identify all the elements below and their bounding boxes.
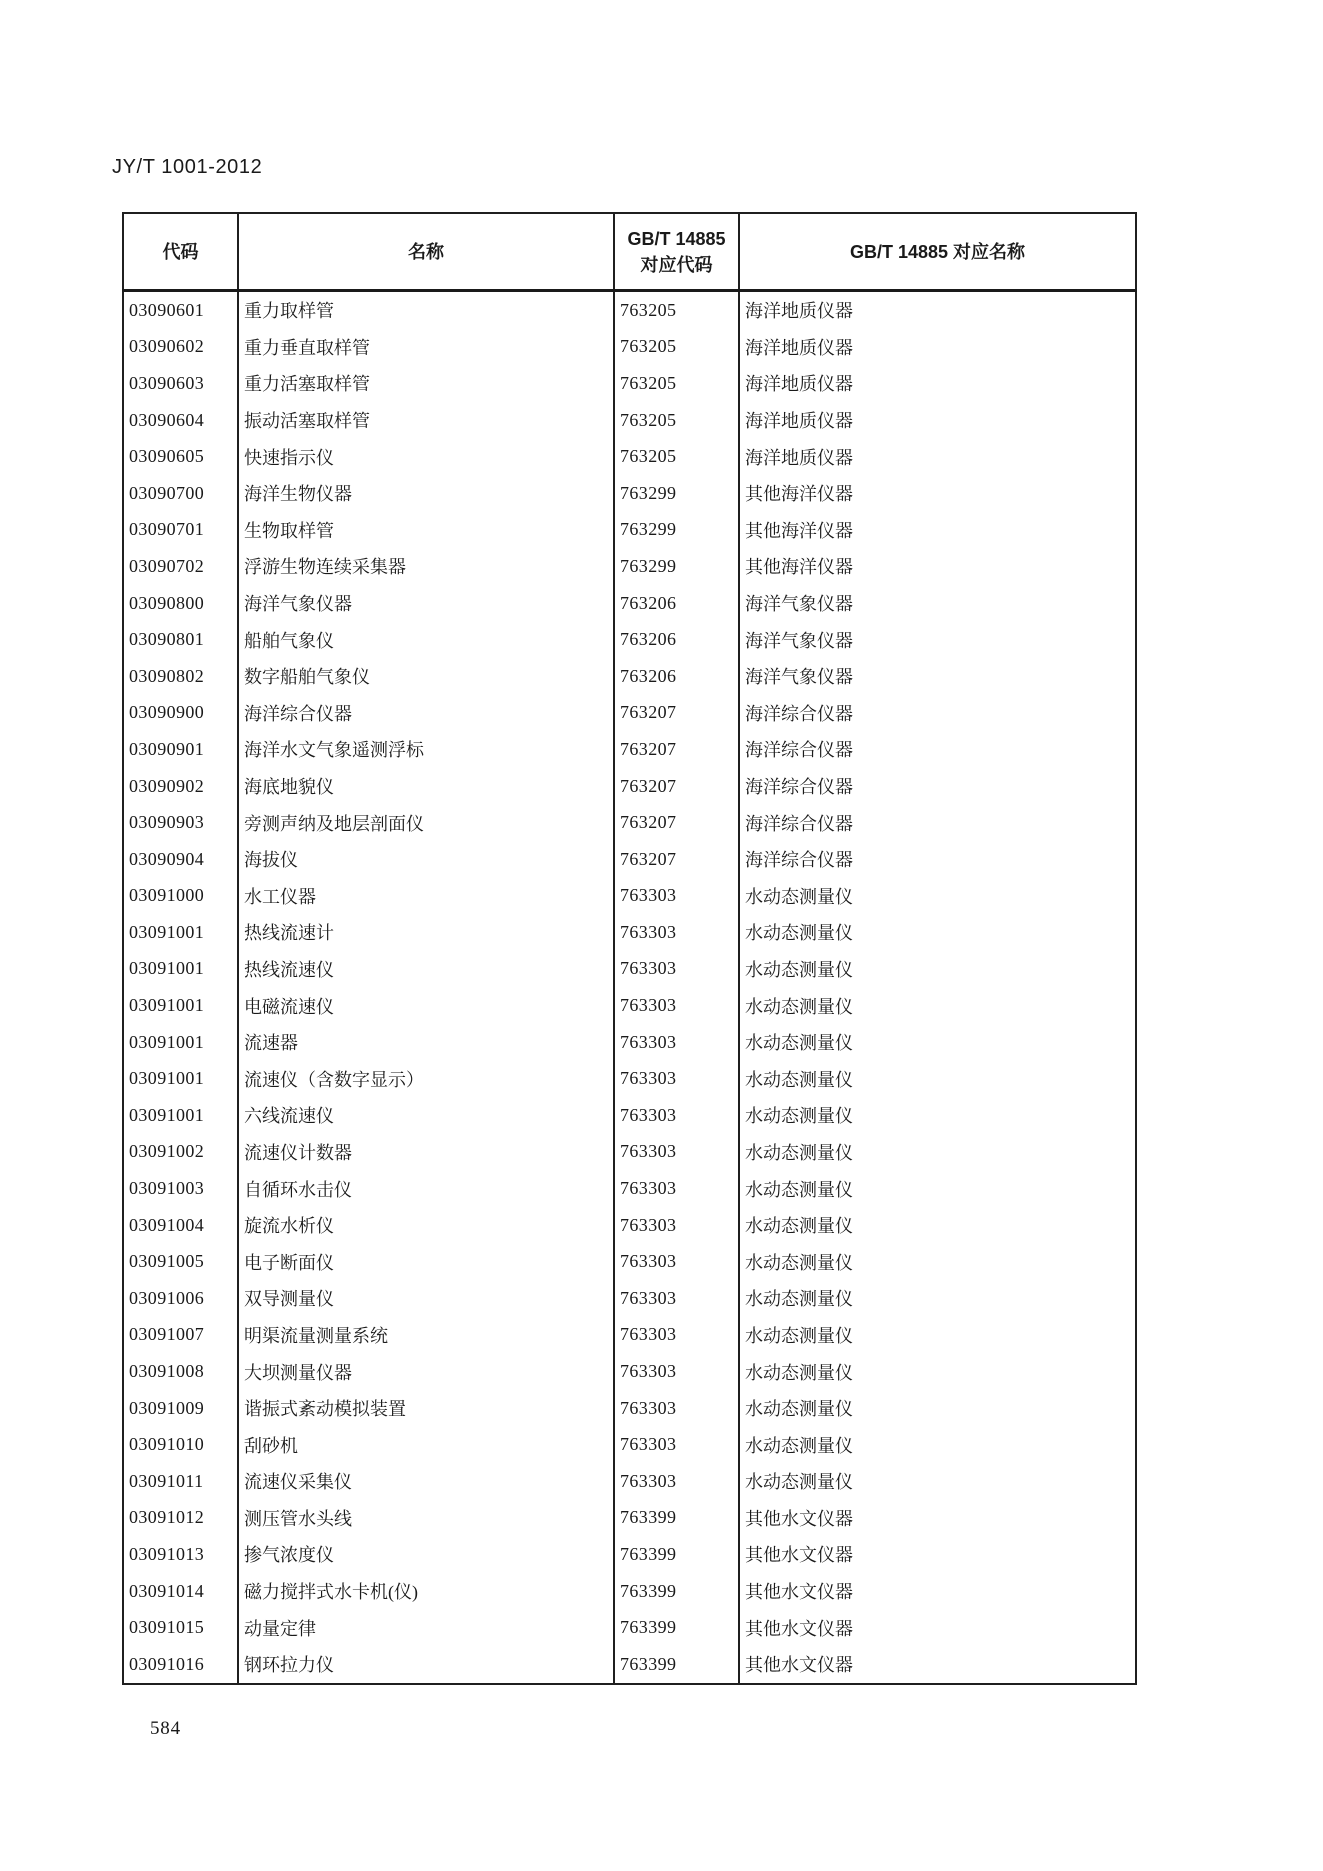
code-cell: 03091009 — [123, 1390, 238, 1427]
gbt-code-cell: 763207 — [614, 695, 739, 732]
code-cell: 03090701 — [123, 512, 238, 549]
gbt-name-cell: 水动态测量仪 — [739, 1170, 1136, 1207]
code-cell: 03091001 — [123, 1060, 238, 1097]
gbt-name-cell: 海洋气象仪器 — [739, 621, 1136, 658]
name-cell: 海拔仪 — [238, 841, 614, 878]
table-row — [123, 695, 1136, 732]
gbt-code-cell: 763303 — [614, 987, 739, 1024]
gbt-code-cell: 763303 — [614, 1353, 739, 1390]
name-cell: 自循环水击仪 — [238, 1170, 614, 1207]
table-row — [123, 585, 1136, 622]
gbt-name-cell: 其他海洋仪器 — [739, 512, 1136, 549]
name-cell: 钢环拉力仪 — [238, 1646, 614, 1684]
table-row — [123, 402, 1136, 439]
name-cell: 测压管水头线 — [238, 1500, 614, 1537]
name-cell: 热线流速计 — [238, 914, 614, 951]
table-row — [123, 438, 1136, 475]
gbt-name-cell: 水动态测量仪 — [739, 878, 1136, 915]
code-cell: 03091005 — [123, 1243, 238, 1280]
gbt-name-cell: 海洋综合仪器 — [739, 768, 1136, 805]
code-cell: 03091015 — [123, 1609, 238, 1646]
table-row — [123, 1500, 1136, 1537]
table-row — [123, 1536, 1136, 1573]
code-cell: 03090604 — [123, 402, 238, 439]
table-row — [123, 804, 1136, 841]
gbt-name-cell: 其他水文仪器 — [739, 1646, 1136, 1684]
code-cell: 03091012 — [123, 1500, 238, 1537]
table-row — [123, 365, 1136, 402]
name-cell: 旋流水析仪 — [238, 1207, 614, 1244]
name-cell: 船舶气象仪 — [238, 621, 614, 658]
code-cell: 03091016 — [123, 1646, 238, 1684]
gbt-code-cell: 763205 — [614, 438, 739, 475]
code-cell: 03091010 — [123, 1426, 238, 1463]
table-row — [123, 475, 1136, 512]
table-row — [123, 291, 1136, 329]
code-cell: 03090601 — [123, 291, 238, 329]
table-row — [123, 1609, 1136, 1646]
gbt-name-cell: 海洋气象仪器 — [739, 585, 1136, 622]
gbt-name-cell: 其他水文仪器 — [739, 1573, 1136, 1610]
table-row — [123, 1646, 1136, 1684]
header-code: 代码 — [123, 213, 238, 291]
name-cell: 谐振式紊动模拟装置 — [238, 1390, 614, 1427]
gbt-code-cell: 763207 — [614, 768, 739, 805]
gbt-name-cell: 其他海洋仪器 — [739, 548, 1136, 585]
name-cell: 明渠流量测量系统 — [238, 1317, 614, 1354]
table-row — [123, 914, 1136, 951]
gbt-code-cell: 763205 — [614, 365, 739, 402]
gbt-code-cell: 763399 — [614, 1500, 739, 1537]
table-row — [123, 1097, 1136, 1134]
name-cell: 掺气浓度仪 — [238, 1536, 614, 1573]
gbt-code-cell: 763303 — [614, 951, 739, 988]
table-row — [123, 548, 1136, 585]
gbt-name-cell: 海洋地质仪器 — [739, 402, 1136, 439]
name-cell: 动量定律 — [238, 1609, 614, 1646]
gbt-name-cell: 海洋地质仪器 — [739, 291, 1136, 329]
name-cell: 流速仪（含数字显示） — [238, 1060, 614, 1097]
table-row — [123, 512, 1136, 549]
code-cell: 03091008 — [123, 1353, 238, 1390]
gbt-code-cell: 763303 — [614, 1134, 739, 1171]
table-row — [123, 1426, 1136, 1463]
name-cell: 热线流速仪 — [238, 951, 614, 988]
gbt-name-cell: 海洋综合仪器 — [739, 731, 1136, 768]
code-cell: 03090700 — [123, 475, 238, 512]
code-cell: 03090900 — [123, 695, 238, 732]
table-row — [123, 768, 1136, 805]
code-cell: 03091011 — [123, 1463, 238, 1500]
header-name: 名称 — [238, 213, 614, 291]
gbt-code-cell: 763303 — [614, 1024, 739, 1061]
gbt-code-cell: 763205 — [614, 291, 739, 329]
name-cell: 电子断面仪 — [238, 1243, 614, 1280]
gbt-name-cell: 水动态测量仪 — [739, 1134, 1136, 1171]
code-cell: 03090605 — [123, 438, 238, 475]
table-row — [123, 951, 1136, 988]
table-row — [123, 731, 1136, 768]
header-gbt-name: GB/T 14885 对应名称 — [739, 213, 1136, 291]
table-row — [123, 1463, 1136, 1500]
code-cell: 03090901 — [123, 731, 238, 768]
table-row — [123, 1280, 1136, 1317]
gbt-code-cell: 763303 — [614, 1426, 739, 1463]
table-row — [123, 1573, 1136, 1610]
gbt-code-cell: 763399 — [614, 1536, 739, 1573]
gbt-name-cell: 水动态测量仪 — [739, 1097, 1136, 1134]
gbt-name-cell: 其他水文仪器 — [739, 1500, 1136, 1537]
table-row — [123, 1134, 1136, 1171]
code-cell: 03091003 — [123, 1170, 238, 1207]
gbt-code-cell: 763207 — [614, 804, 739, 841]
gbt-name-cell: 海洋地质仪器 — [739, 365, 1136, 402]
gbt-code-cell: 763205 — [614, 329, 739, 366]
code-cell: 03091002 — [123, 1134, 238, 1171]
gbt-code-cell: 763303 — [614, 914, 739, 951]
gbt-name-cell: 水动态测量仪 — [739, 1353, 1136, 1390]
gbt-name-cell: 海洋气象仪器 — [739, 658, 1136, 695]
gbt-name-cell: 水动态测量仪 — [739, 1060, 1136, 1097]
name-cell: 流速器 — [238, 1024, 614, 1061]
table-row — [123, 1353, 1136, 1390]
code-cell: 03090903 — [123, 804, 238, 841]
table-row — [123, 1170, 1136, 1207]
name-cell: 海洋气象仪器 — [238, 585, 614, 622]
header-gbt-code — [614, 213, 739, 291]
code-cell: 03090902 — [123, 768, 238, 805]
name-cell: 海洋生物仪器 — [238, 475, 614, 512]
gbt-code-cell: 763303 — [614, 1207, 739, 1244]
code-cell: 03091001 — [123, 1024, 238, 1061]
table-row — [123, 1060, 1136, 1097]
header-gbt-code-line2: 对应代码 — [640, 254, 713, 275]
gbt-name-cell: 其他水文仪器 — [739, 1609, 1136, 1646]
header-gbt-code-line1: GB/T 14885 — [627, 228, 726, 249]
name-cell: 生物取样管 — [238, 512, 614, 549]
gbt-code-cell: 763303 — [614, 1097, 739, 1134]
gbt-code-cell: 763206 — [614, 585, 739, 622]
header-row — [123, 213, 1136, 291]
code-cell: 03090800 — [123, 585, 238, 622]
code-cell: 03091001 — [123, 914, 238, 951]
code-cell: 03091001 — [123, 951, 238, 988]
name-cell: 旁测声纳及地层剖面仪 — [238, 804, 614, 841]
gbt-code-cell: 763303 — [614, 1170, 739, 1207]
gbt-code-cell: 763303 — [614, 1463, 739, 1500]
gbt-name-cell: 水动态测量仪 — [739, 914, 1136, 951]
table-row — [123, 658, 1136, 695]
name-cell: 刮砂机 — [238, 1426, 614, 1463]
name-cell: 浮游生物连续采集器 — [238, 548, 614, 585]
gbt-code-cell: 763399 — [614, 1646, 739, 1684]
gbt-code-cell: 763303 — [614, 1390, 739, 1427]
name-cell: 数字船舶气象仪 — [238, 658, 614, 695]
gbt-name-cell: 海洋综合仪器 — [739, 695, 1136, 732]
name-cell: 流速仪计数器 — [238, 1134, 614, 1171]
code-cell: 03091006 — [123, 1280, 238, 1317]
table-row — [123, 621, 1136, 658]
name-cell: 电磁流速仪 — [238, 987, 614, 1024]
name-cell: 重力活塞取样管 — [238, 365, 614, 402]
name-cell: 水工仪器 — [238, 878, 614, 915]
code-cell: 03091004 — [123, 1207, 238, 1244]
gbt-name-cell: 海洋综合仪器 — [739, 804, 1136, 841]
gbt-name-cell: 水动态测量仪 — [739, 1207, 1136, 1244]
table-row — [123, 987, 1136, 1024]
table-row — [123, 1390, 1136, 1427]
gbt-code-cell: 763205 — [614, 402, 739, 439]
gbt-code-cell: 763303 — [614, 1317, 739, 1354]
gbt-code-cell: 763299 — [614, 548, 739, 585]
gbt-code-cell: 763299 — [614, 512, 739, 549]
gbt-name-cell: 水动态测量仪 — [739, 1024, 1136, 1061]
gbt-name-cell: 海洋地质仪器 — [739, 438, 1136, 475]
table-row — [123, 1243, 1136, 1280]
code-cell: 03091001 — [123, 1097, 238, 1134]
code-cell: 03091014 — [123, 1573, 238, 1610]
code-cell: 03091001 — [123, 987, 238, 1024]
page-number: 584 — [150, 1718, 181, 1739]
gbt-name-cell: 水动态测量仪 — [739, 951, 1136, 988]
gbt-code-cell: 763303 — [614, 1243, 739, 1280]
gbt-name-cell: 水动态测量仪 — [739, 1463, 1136, 1500]
table-row — [123, 1207, 1136, 1244]
name-cell: 海洋综合仪器 — [238, 695, 614, 732]
name-cell: 流速仪采集仪 — [238, 1463, 614, 1500]
gbt-code-cell: 763399 — [614, 1573, 739, 1610]
table-row — [123, 1024, 1136, 1061]
name-cell: 大坝测量仪器 — [238, 1353, 614, 1390]
gbt-name-cell: 其他海洋仪器 — [739, 475, 1136, 512]
gbt-code-cell: 763399 — [614, 1609, 739, 1646]
code-cell: 03090602 — [123, 329, 238, 366]
standard-code-header: JY/T 1001-2012 — [112, 156, 263, 178]
code-cell: 03091000 — [123, 878, 238, 915]
code-cell: 03091013 — [123, 1536, 238, 1573]
gbt-code-cell: 763206 — [614, 621, 739, 658]
gbt-name-cell: 其他水文仪器 — [739, 1536, 1136, 1573]
table-row — [123, 841, 1136, 878]
table-row — [123, 329, 1136, 366]
table-row — [123, 1317, 1136, 1354]
code-mapping-table — [122, 212, 1137, 1685]
gbt-code-cell: 763299 — [614, 475, 739, 512]
gbt-name-cell: 水动态测量仪 — [739, 1426, 1136, 1463]
name-cell: 六线流速仪 — [238, 1097, 614, 1134]
name-cell: 海底地貌仪 — [238, 768, 614, 805]
table-row — [123, 878, 1136, 915]
gbt-name-cell: 海洋综合仪器 — [739, 841, 1136, 878]
gbt-code-cell: 763207 — [614, 731, 739, 768]
gbt-name-cell: 水动态测量仪 — [739, 1390, 1136, 1427]
gbt-code-cell: 763303 — [614, 1280, 739, 1317]
gbt-code-cell: 763206 — [614, 658, 739, 695]
code-cell: 03090802 — [123, 658, 238, 695]
code-cell: 03090801 — [123, 621, 238, 658]
table-header — [123, 213, 1136, 291]
gbt-name-cell: 水动态测量仪 — [739, 987, 1136, 1024]
name-cell: 海洋水文气象遥测浮标 — [238, 731, 614, 768]
name-cell: 重力取样管 — [238, 291, 614, 329]
name-cell: 振动活塞取样管 — [238, 402, 614, 439]
code-cell: 03090603 — [123, 365, 238, 402]
gbt-code-cell: 763303 — [614, 1060, 739, 1097]
name-cell: 重力垂直取样管 — [238, 329, 614, 366]
name-cell: 双导测量仪 — [238, 1280, 614, 1317]
code-cell: 03091007 — [123, 1317, 238, 1354]
gbt-name-cell: 水动态测量仪 — [739, 1317, 1136, 1354]
gbt-code-cell: 763207 — [614, 841, 739, 878]
code-cell: 03090702 — [123, 548, 238, 585]
name-cell: 快速指示仪 — [238, 438, 614, 475]
gbt-name-cell: 水动态测量仪 — [739, 1280, 1136, 1317]
gbt-code-cell: 763303 — [614, 878, 739, 915]
table-body — [123, 291, 1136, 1684]
code-cell: 03090904 — [123, 841, 238, 878]
gbt-name-cell: 海洋地质仪器 — [739, 329, 1136, 366]
name-cell: 磁力搅拌式水卡机(仪) — [238, 1573, 614, 1610]
gbt-name-cell: 水动态测量仪 — [739, 1243, 1136, 1280]
